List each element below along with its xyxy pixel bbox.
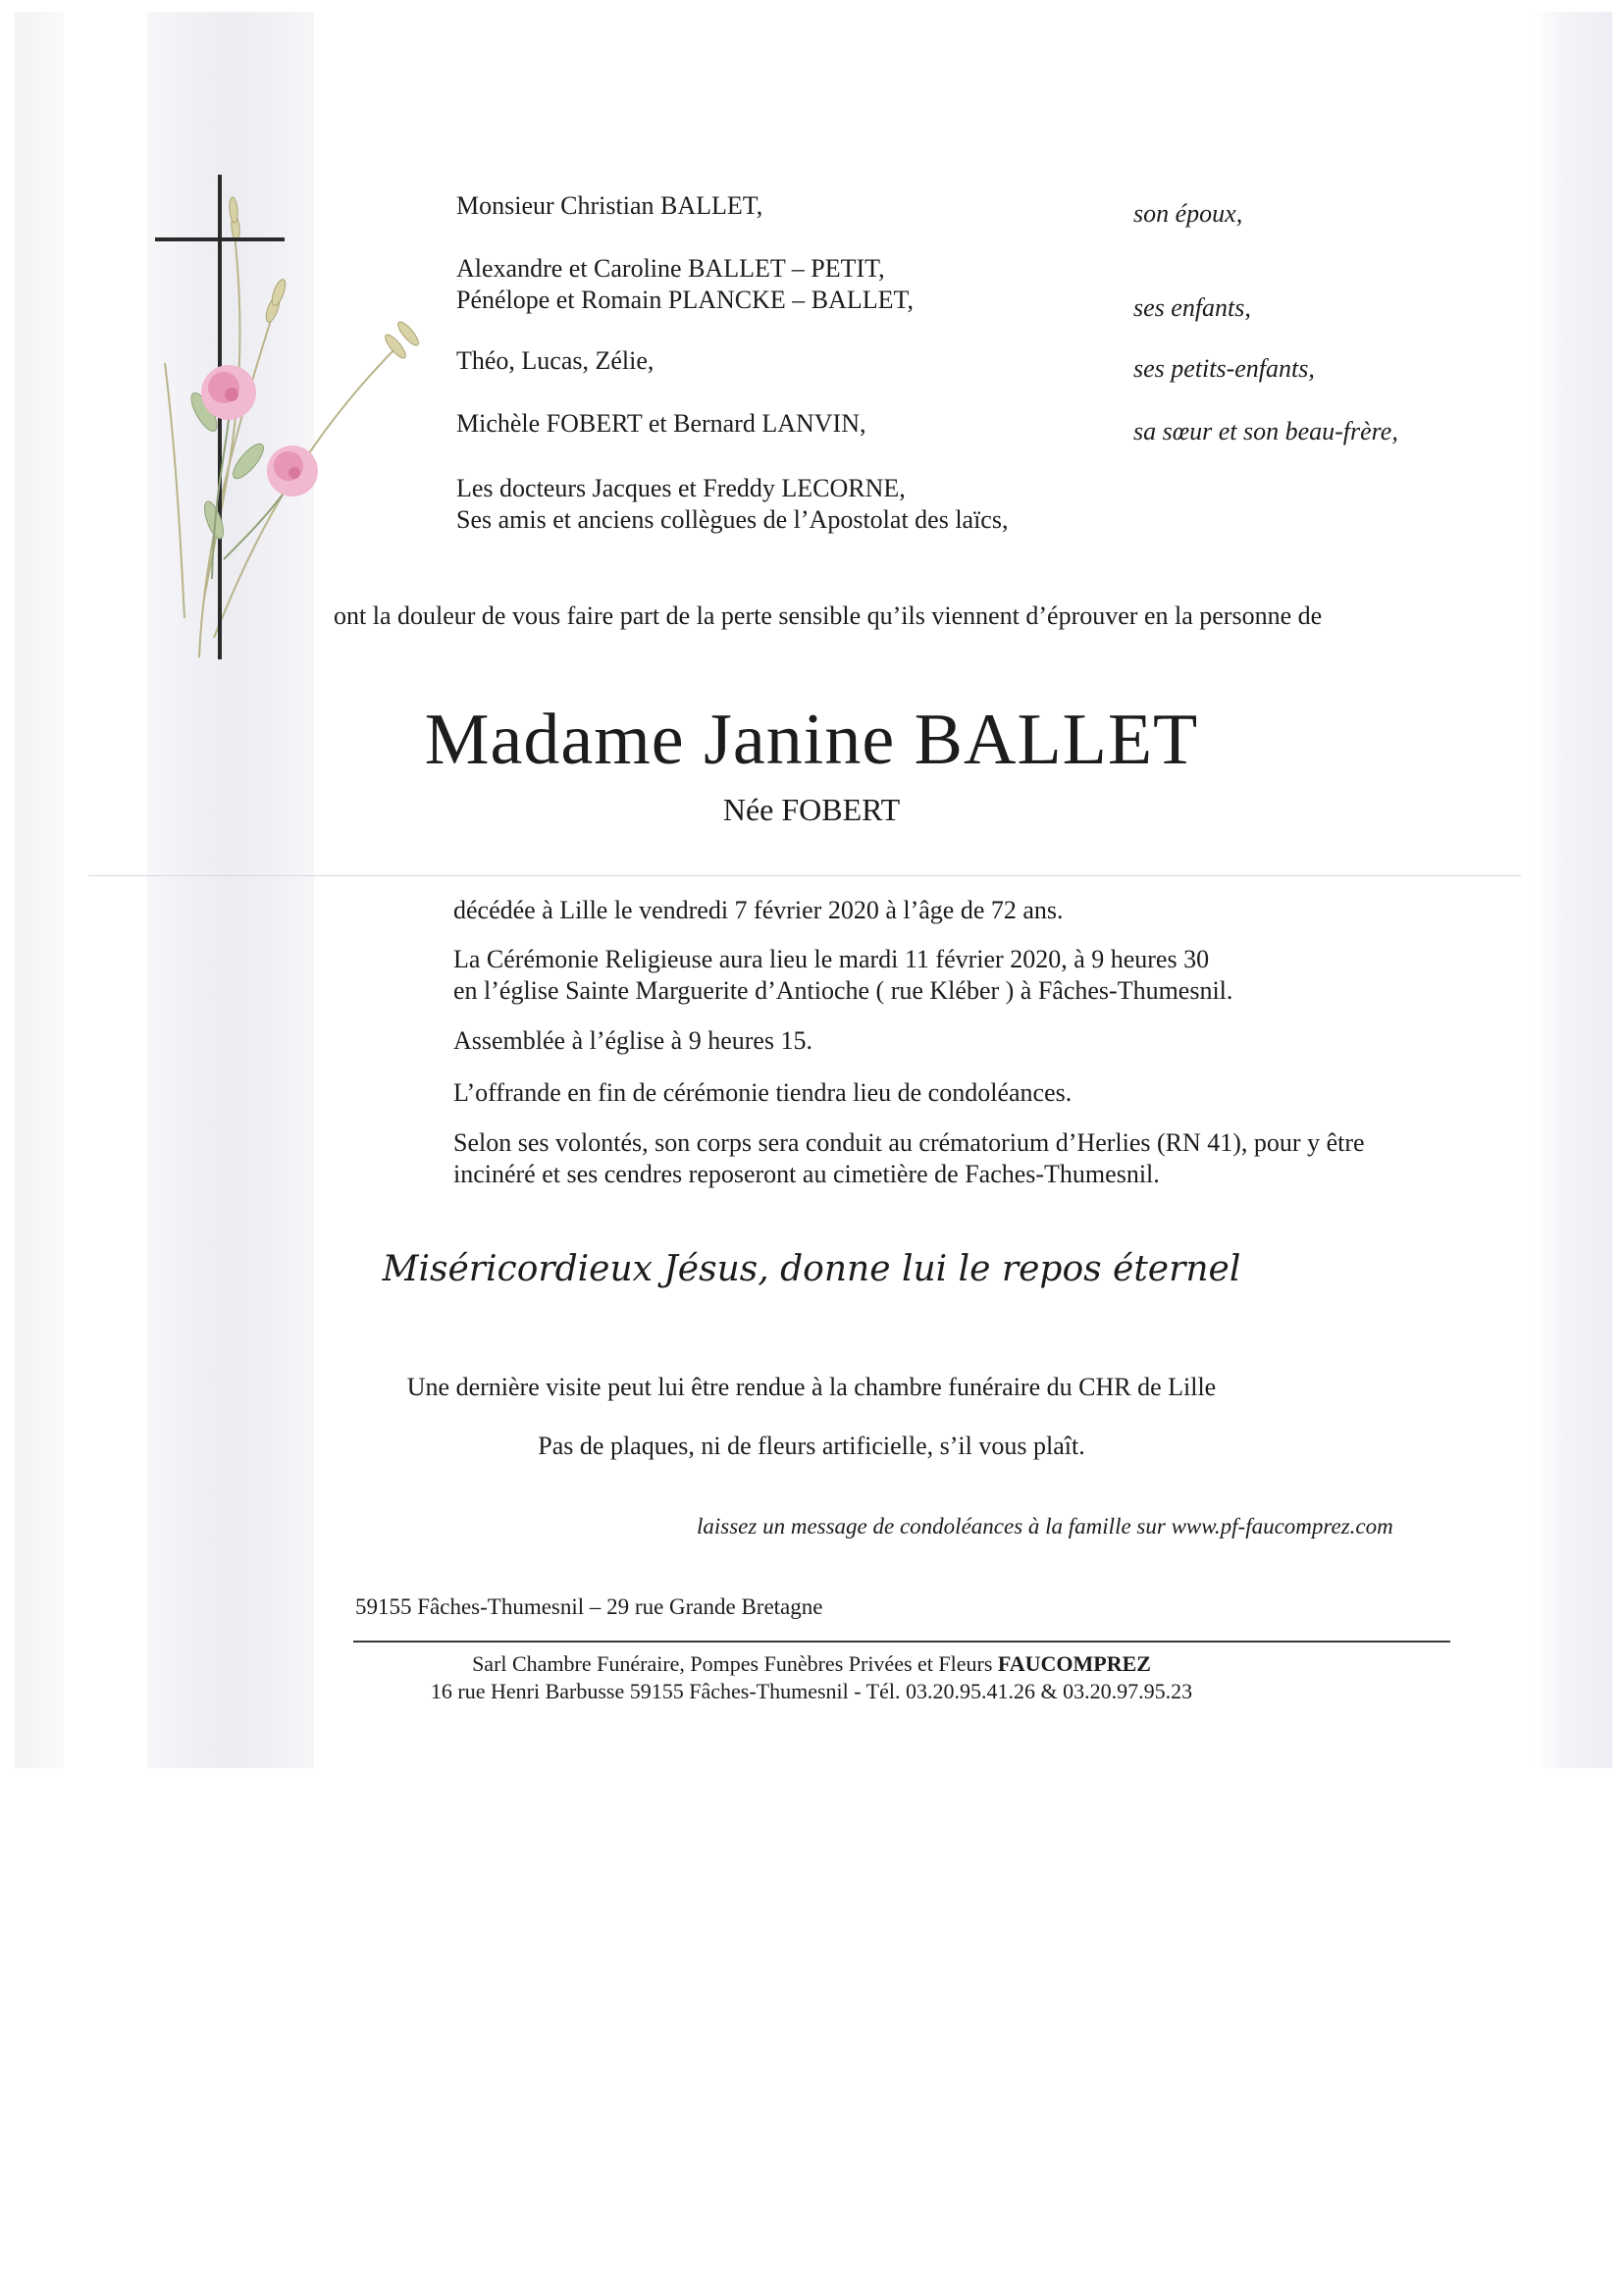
footer-brand: FAUCOMPREZ bbox=[997, 1651, 1151, 1676]
detail-line: incinéré et ses cendres reposeront au cimetière de Faches-Thumesnil. bbox=[453, 1160, 1160, 1188]
family-relation: ses enfants, bbox=[1133, 293, 1251, 322]
paper-edge-left bbox=[15, 12, 64, 1768]
condolences-message: laissez un message de condoléances à la famille sur www.pf-faucomprez.com bbox=[697, 1514, 1393, 1539]
visit-text: Une dernière visite peut lui être rendue à la chambre funéraire du CHR de Lille bbox=[406, 1373, 1217, 1401]
family-relation: son époux, bbox=[1133, 199, 1243, 228]
family-name-line: Alexandre et Caroline BALLET – PETIT, bbox=[456, 254, 885, 283]
fold-line bbox=[88, 875, 1521, 876]
family-relation: ses petits-enfants, bbox=[1133, 354, 1315, 383]
address-line: 59155 Fâches-Thumesnil – 29 rue Grande Bretagne bbox=[355, 1594, 823, 1619]
family-name-line: Théo, Lucas, Zélie, bbox=[456, 346, 654, 375]
detail-line: L’offrande en fin de cérémonie tiendra lieu de condoléances. bbox=[453, 1078, 1073, 1107]
detail-line: en l’église Sainte Marguerite d’Antioche ( rue Kléber ) à Fâches-Thumesnil. bbox=[453, 976, 1233, 1005]
footer-company bbox=[0, 1650, 1623, 1678]
family-name-line: Pénélope et Romain PLANCKE – BALLET, bbox=[456, 286, 915, 314]
footer-contact: 16 rue Henri Barbusse 59155 Fâches-Thumesnil - Tél. 03.20.95.41.26 & 03.20.97.95.23 bbox=[430, 1679, 1193, 1703]
rose-icon bbox=[267, 445, 318, 496]
detail-line: Assemblée à l’église à 9 heures 15. bbox=[453, 1026, 813, 1055]
prayer-text: Miséricordieux Jésus, donne lui le repos éternel bbox=[382, 1249, 1241, 1289]
family-relation: sa sœur et son beau-frère, bbox=[1133, 417, 1398, 445]
rose-icon bbox=[201, 365, 256, 420]
paper-edge-right bbox=[1534, 12, 1612, 1768]
footer-divider bbox=[353, 1641, 1450, 1643]
maiden-name: Née FOBERT bbox=[722, 792, 901, 827]
footer-company-prefix: Sarl Chambre Funéraire, Pompes Funèbres Privées et Fleurs bbox=[472, 1651, 998, 1676]
announcement-text: ont la douleur de vous faire part de la perte sensible qu’ils viennent d’éprouver en la personne de bbox=[334, 601, 1323, 630]
detail-line: décédée à Lille le vendredi 7 février 2020 à l’âge de 72 ans. bbox=[453, 896, 1064, 924]
request-text: Pas de plaques, ni de fleurs artificielle, s’il vous plaît. bbox=[538, 1432, 1085, 1460]
detail-line: La Cérémonie Religieuse aura lieu le mardi 11 février 2020, à 9 heures 30 bbox=[453, 945, 1210, 973]
deceased-name: Madame Janine BALLET bbox=[424, 700, 1199, 780]
family-name-line: Ses amis et anciens collègues de l’Apostolat des laïcs, bbox=[456, 505, 1009, 534]
family-name-line: Les docteurs Jacques et Freddy LECORNE, bbox=[456, 474, 906, 502]
family-name-line: Michèle FOBERT et Bernard LANVIN, bbox=[456, 409, 866, 438]
family-name-line: Monsieur Christian BALLET, bbox=[456, 191, 763, 220]
detail-line: Selon ses volontés, son corps sera conduit au crématorium d’Herlies (RN 41), pour y être bbox=[453, 1128, 1365, 1157]
